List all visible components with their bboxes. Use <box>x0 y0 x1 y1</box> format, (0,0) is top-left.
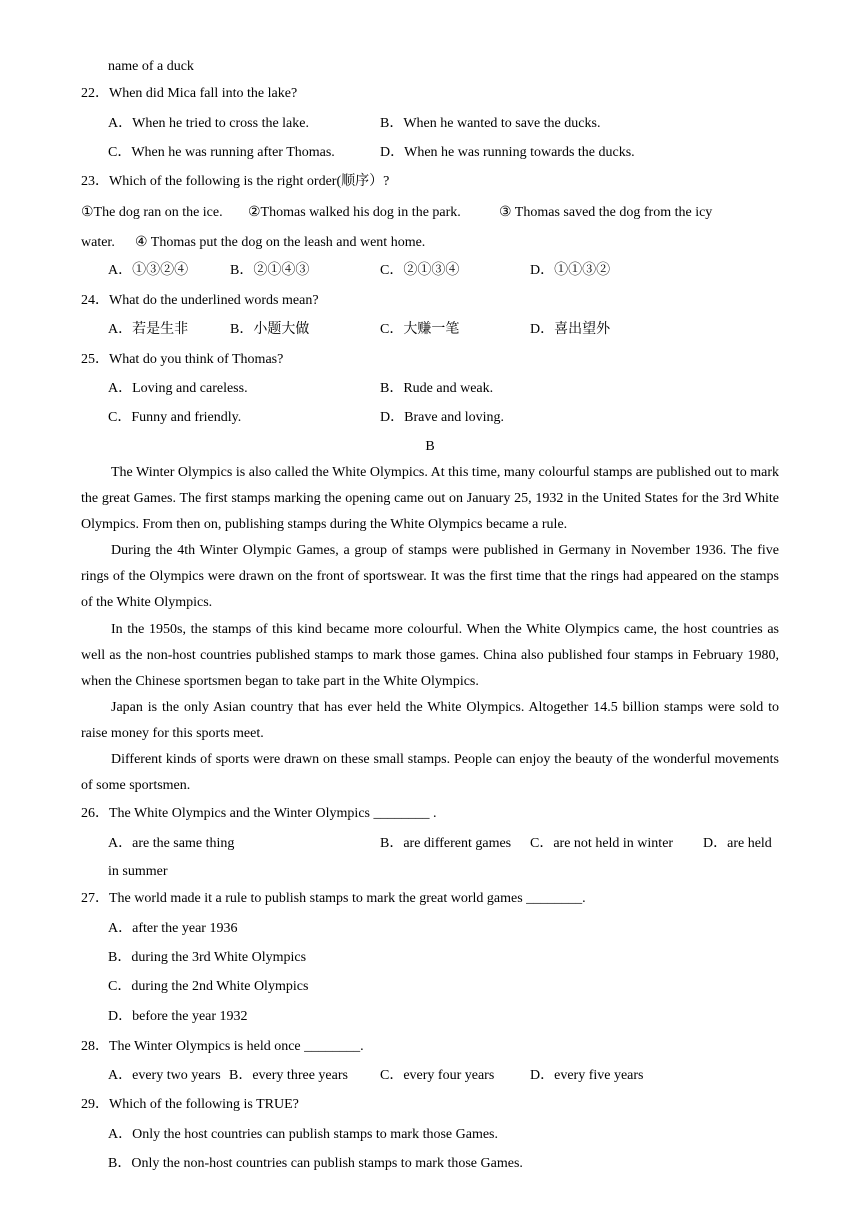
question-22-option-c: C．When he was running after Thomas. <box>108 145 335 160</box>
question-28-option-d: D．every five years <box>530 1068 644 1083</box>
question-29-option-b: B．Only the non-host countries can publish stamps to mark those Games. <box>108 1156 523 1171</box>
question-25-option-a: A．Loving and careless. <box>108 381 248 396</box>
question-27-option-a: A．after the year 1936 <box>108 921 238 936</box>
question-29-option-a: A．Only the host countries can publish stamps to mark those Games. <box>108 1127 498 1142</box>
question-25-option-c: C．Funny and friendly. <box>108 410 242 425</box>
passage-paragraph-4: Japan is the only Asian country that has ever held the White Olympics. Altogether 14.5 billion stamps were sold to raise money for this sports meet. <box>81 700 779 741</box>
question-28-option-c: C．every four years <box>380 1068 495 1083</box>
question-22-stem: 22．When did Mica fall into the lake? <box>81 86 298 101</box>
question-24-stem: 24．What do the underlined words mean? <box>81 293 319 308</box>
question-24-option-a: A．若是生非 <box>108 322 189 337</box>
question-29-stem: 29．Which of the following is TRUE? <box>81 1097 299 1112</box>
question-26-option-b: B．are different games <box>380 836 512 851</box>
question-25-option-b: B．Rude and weak. <box>380 381 494 396</box>
question-26-option-c: C．are not held in winter <box>530 836 674 851</box>
question-26-stem: 26．The White Olympics and the Winter Olympics ________ . <box>81 806 437 821</box>
question-24-option-b: B．小题大做 <box>230 322 310 337</box>
question-23-event-3: ③ Thomas saved the dog from the icy <box>499 205 713 220</box>
question-22-option-d: D．When he was running towards the ducks. <box>380 145 635 160</box>
question-25-option-d: D．Brave and loving. <box>380 410 505 425</box>
question-23-event-3-cont: water. <box>81 235 115 250</box>
question-23-event-4: ④ Thomas put the dog on the leash and went home. <box>135 235 426 250</box>
question-23-option-a: A．①③②④ <box>108 263 189 278</box>
question-28-option-a: A．every two years <box>108 1068 221 1083</box>
question-26-option-d: D．are held <box>703 836 772 851</box>
passage-paragraph-1: The Winter Olympics is also called the White Olympics. At this time, many colourful stamps are published out to mark the great Games. The first stamps marking the opening came out on January 25, 1932 in the United States for the 3rd White Olympics. From then on, publishing stamps during the White Olympics became a rule. <box>81 465 779 532</box>
passage-paragraph-2: During the 4th Winter Olympic Games, a group of stamps were published in Germany in November 1936. The five rings of the Olympics were drawn on the front of sportswear. It was the first time that the rings had appeared on the stamps of the White Olympics. <box>81 543 779 610</box>
question-22-option-b: B．When he wanted to save the ducks. <box>380 116 601 131</box>
question-23-event-1: ①The dog ran on the ice. <box>81 205 223 220</box>
question-23-option-b: B．②①④③ <box>230 263 310 278</box>
question-25-stem: 25．What do you think of Thomas? <box>81 352 284 367</box>
question-24-option-d: D．喜出望外 <box>530 322 611 337</box>
question-26-option-d-cont: in summer <box>108 864 168 879</box>
question-23-stem: 23．Which of the following is the right order(顺序）? <box>81 174 390 189</box>
question-22-option-a: A．When he tried to cross the lake. <box>108 116 309 131</box>
question-23-option-c: C．②①③④ <box>380 263 460 278</box>
question-23-event-2: ②Thomas walked his dog in the park. <box>248 205 461 220</box>
passage-paragraph-5: Different kinds of sports were drawn on these small stamps. People can enjoy the beauty of the wonderful movements of some sportsmen. <box>81 752 779 793</box>
question-27-option-c: C．during the 2nd White Olympics <box>108 979 309 994</box>
question-27-option-b: B．during the 3rd White Olympics <box>108 950 307 965</box>
question-26-option-a: A．are the same thing <box>108 836 235 851</box>
passage-paragraph-3: In the 1950s, the stamps of this kind became more colourful. When the White Olympics came, the host countries as well as the non-host countries published stamps to mark those games. China also published four stamps in February 1980, when the Chinese sportsmen began to take part in the White Olympics. <box>81 622 779 689</box>
question-28-option-b: B．every three years <box>229 1068 348 1083</box>
question-27-option-d: D．before the year 1932 <box>108 1009 248 1024</box>
question-24-option-c: C．大赚一笔 <box>380 322 460 337</box>
question-23-option-d: D．①①③② <box>530 263 611 278</box>
question-27-stem: 27．The world made it a rule to publish stamps to mark the great world games ________. <box>81 891 586 906</box>
continuation-text: name of a duck <box>108 59 194 74</box>
question-28-stem: 28．The Winter Olympics is held once ________. <box>81 1039 364 1054</box>
section-label: B <box>425 439 435 454</box>
